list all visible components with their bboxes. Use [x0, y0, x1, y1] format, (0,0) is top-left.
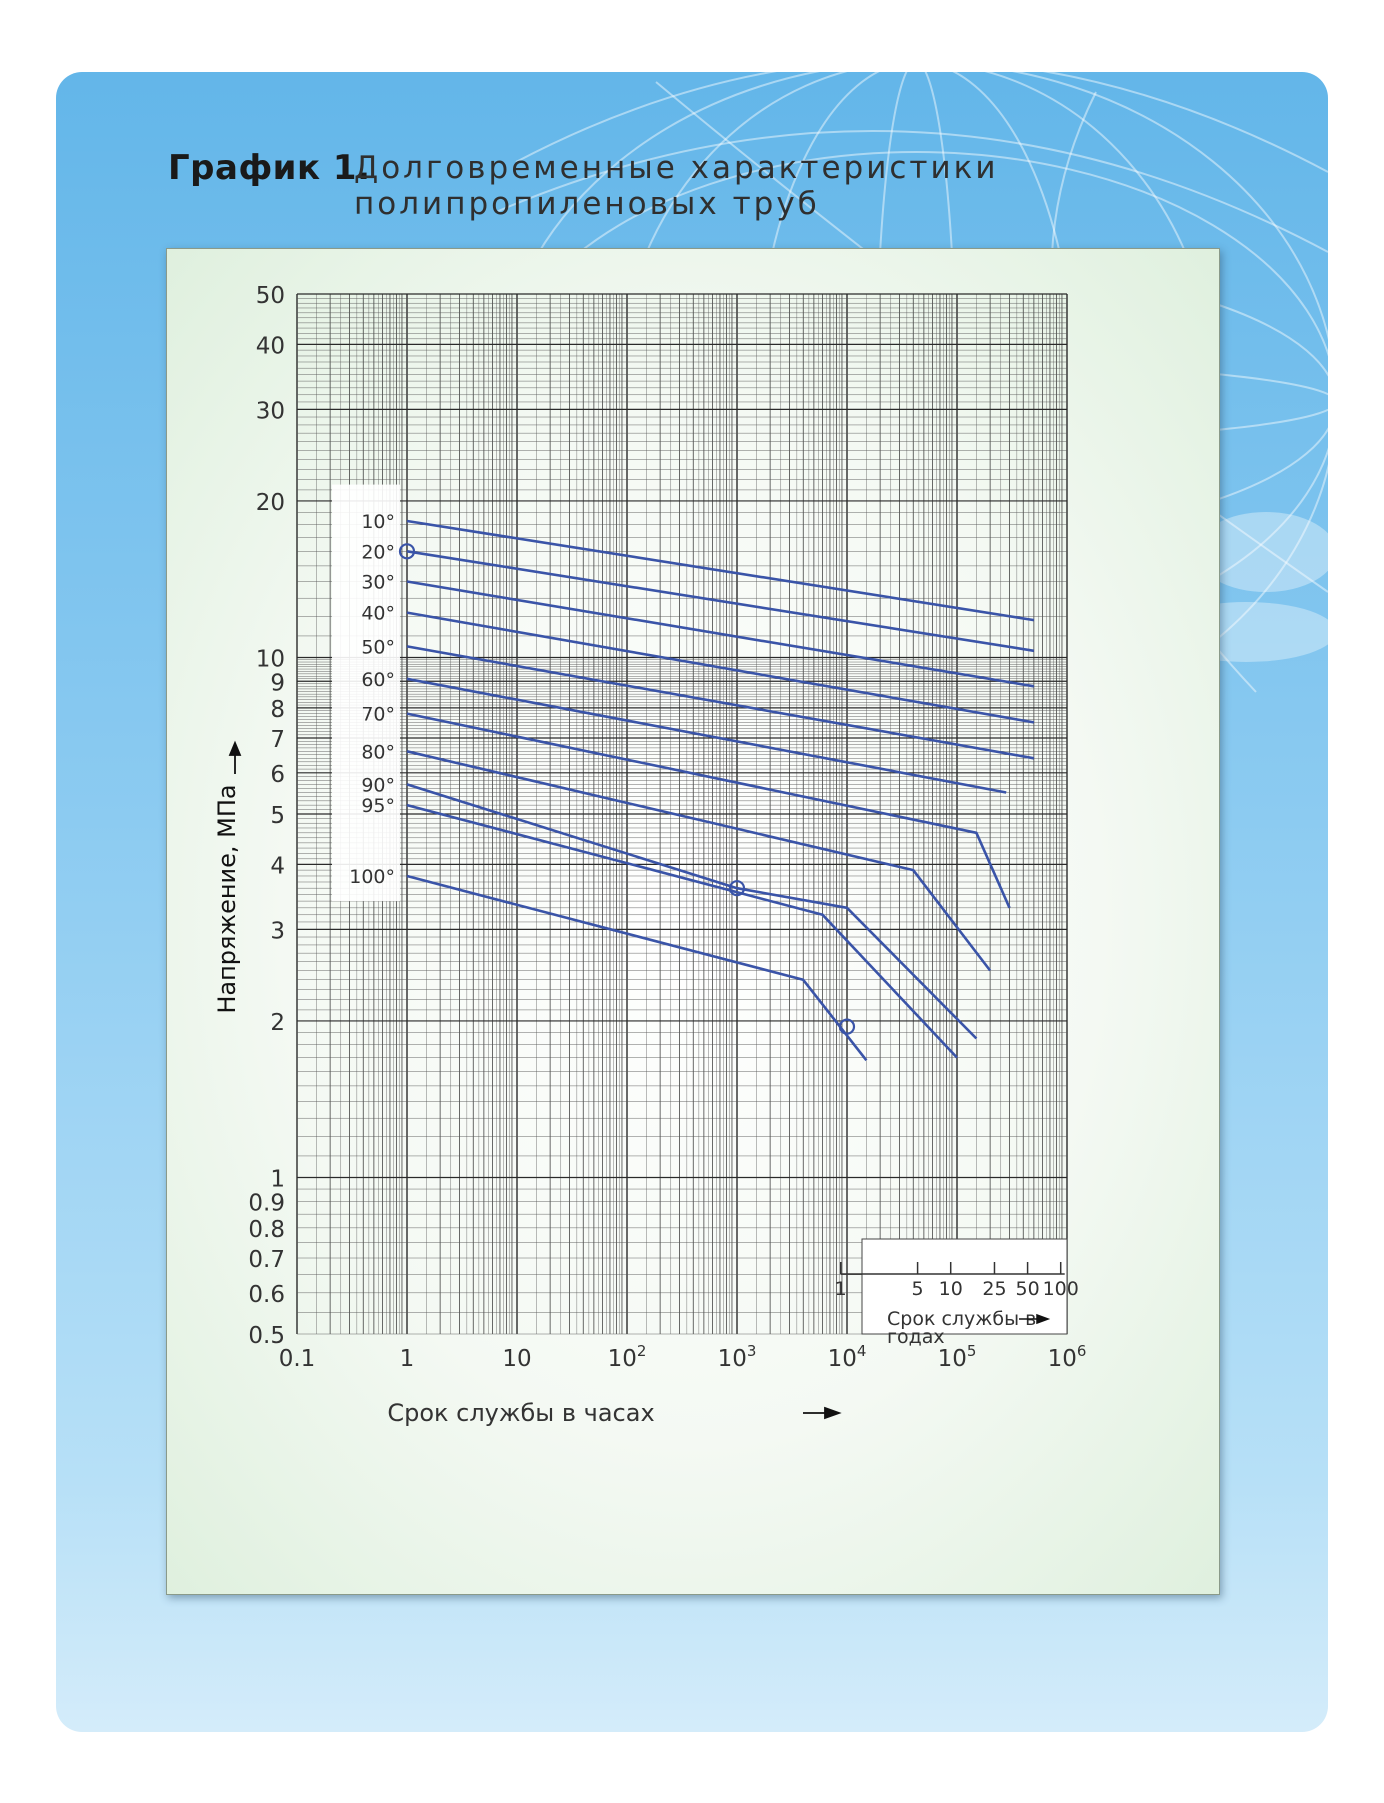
x-tick-label: 10 — [502, 1346, 532, 1372]
grid — [297, 294, 1067, 1334]
y-tick-label: 5 — [270, 803, 285, 829]
x-tick-label: $10^2$ — [607, 1342, 647, 1372]
series-line-80 — [407, 751, 990, 970]
y-tick-label: 9 — [270, 670, 285, 697]
y-tick-labels — [248, 283, 285, 1349]
series-label-90: 90° — [361, 774, 395, 797]
chart-title-line2: полипропиленовых труб — [354, 186, 820, 222]
inset-tick-label: 10 — [938, 1278, 963, 1300]
y-tick-label: 50 — [255, 283, 285, 309]
series-label-60: 60° — [361, 668, 395, 691]
inset-tick-label: 25 — [982, 1278, 1007, 1300]
x-tick-label: $10^4$ — [827, 1342, 867, 1372]
x-tick-label: 0.1 — [278, 1346, 316, 1372]
y-tick-label: 8 — [270, 696, 285, 723]
x-tick-label: $10^6$ — [1047, 1342, 1087, 1372]
y-axis-arrow — [230, 743, 240, 774]
y-tick-label: 40 — [255, 333, 285, 360]
x-tick-label: $10^5$ — [937, 1342, 977, 1372]
stress-life-chart — [167, 249, 1219, 1594]
y-tick-label: 0.5 — [248, 1323, 285, 1349]
x-tick-labels — [279, 1342, 1087, 1372]
y-tick-label: 7 — [270, 727, 285, 754]
series-label-20: 20° — [361, 541, 395, 564]
series-label-50: 50° — [361, 636, 395, 659]
inset-tick-label: 5 — [911, 1278, 924, 1300]
series-label-100: 100° — [349, 865, 395, 888]
x-tick-label: $10^3$ — [717, 1342, 757, 1372]
y-tick-label: 3 — [270, 918, 285, 945]
series-label-70: 70° — [361, 703, 395, 726]
chart-title-line1: Долговременные характеристики — [354, 150, 999, 186]
inset-label-line1: Срок службы в — [887, 1308, 1037, 1330]
y-axis-label: Напряжение, МПа — [213, 784, 241, 1014]
y-tick-label: 10 — [255, 646, 285, 673]
series-label-10: 10° — [361, 510, 395, 533]
series-label-95: 95° — [361, 795, 395, 818]
x-axis-arrow — [803, 1408, 839, 1418]
inset-tick-label: 1 — [834, 1278, 847, 1300]
y-tick-label: 0.7 — [248, 1247, 285, 1274]
years-inset — [835, 1239, 1079, 1348]
y-tick-label: 0.8 — [248, 1216, 285, 1243]
y-tick-label: 4 — [270, 853, 285, 880]
series-label-80: 80° — [361, 741, 395, 764]
series-label-40: 40° — [361, 602, 395, 625]
inset-tick-label: 50 — [1015, 1278, 1040, 1300]
y-tick-label: 0.9 — [248, 1190, 285, 1217]
x-axis-label: Срок службы в часах — [387, 1399, 655, 1427]
y-tick-label: 1 — [270, 1166, 285, 1193]
y-tick-label: 0.6 — [248, 1281, 285, 1308]
y-tick-label: 30 — [255, 398, 285, 425]
inset-label-line2: годах — [887, 1326, 945, 1348]
chart-panel — [166, 248, 1220, 1595]
series-group — [349, 511, 1034, 1060]
x-tick-label: 1 — [399, 1346, 415, 1372]
y-tick-label: 2 — [270, 1009, 285, 1036]
chart-title-label: График 1. — [168, 148, 371, 188]
page-card — [56, 72, 1328, 1732]
series-label-30: 30° — [361, 571, 395, 594]
y-tick-label: 6 — [270, 761, 285, 788]
inset-tick-label: 100 — [1042, 1278, 1079, 1300]
y-tick-label: 20 — [255, 489, 285, 516]
